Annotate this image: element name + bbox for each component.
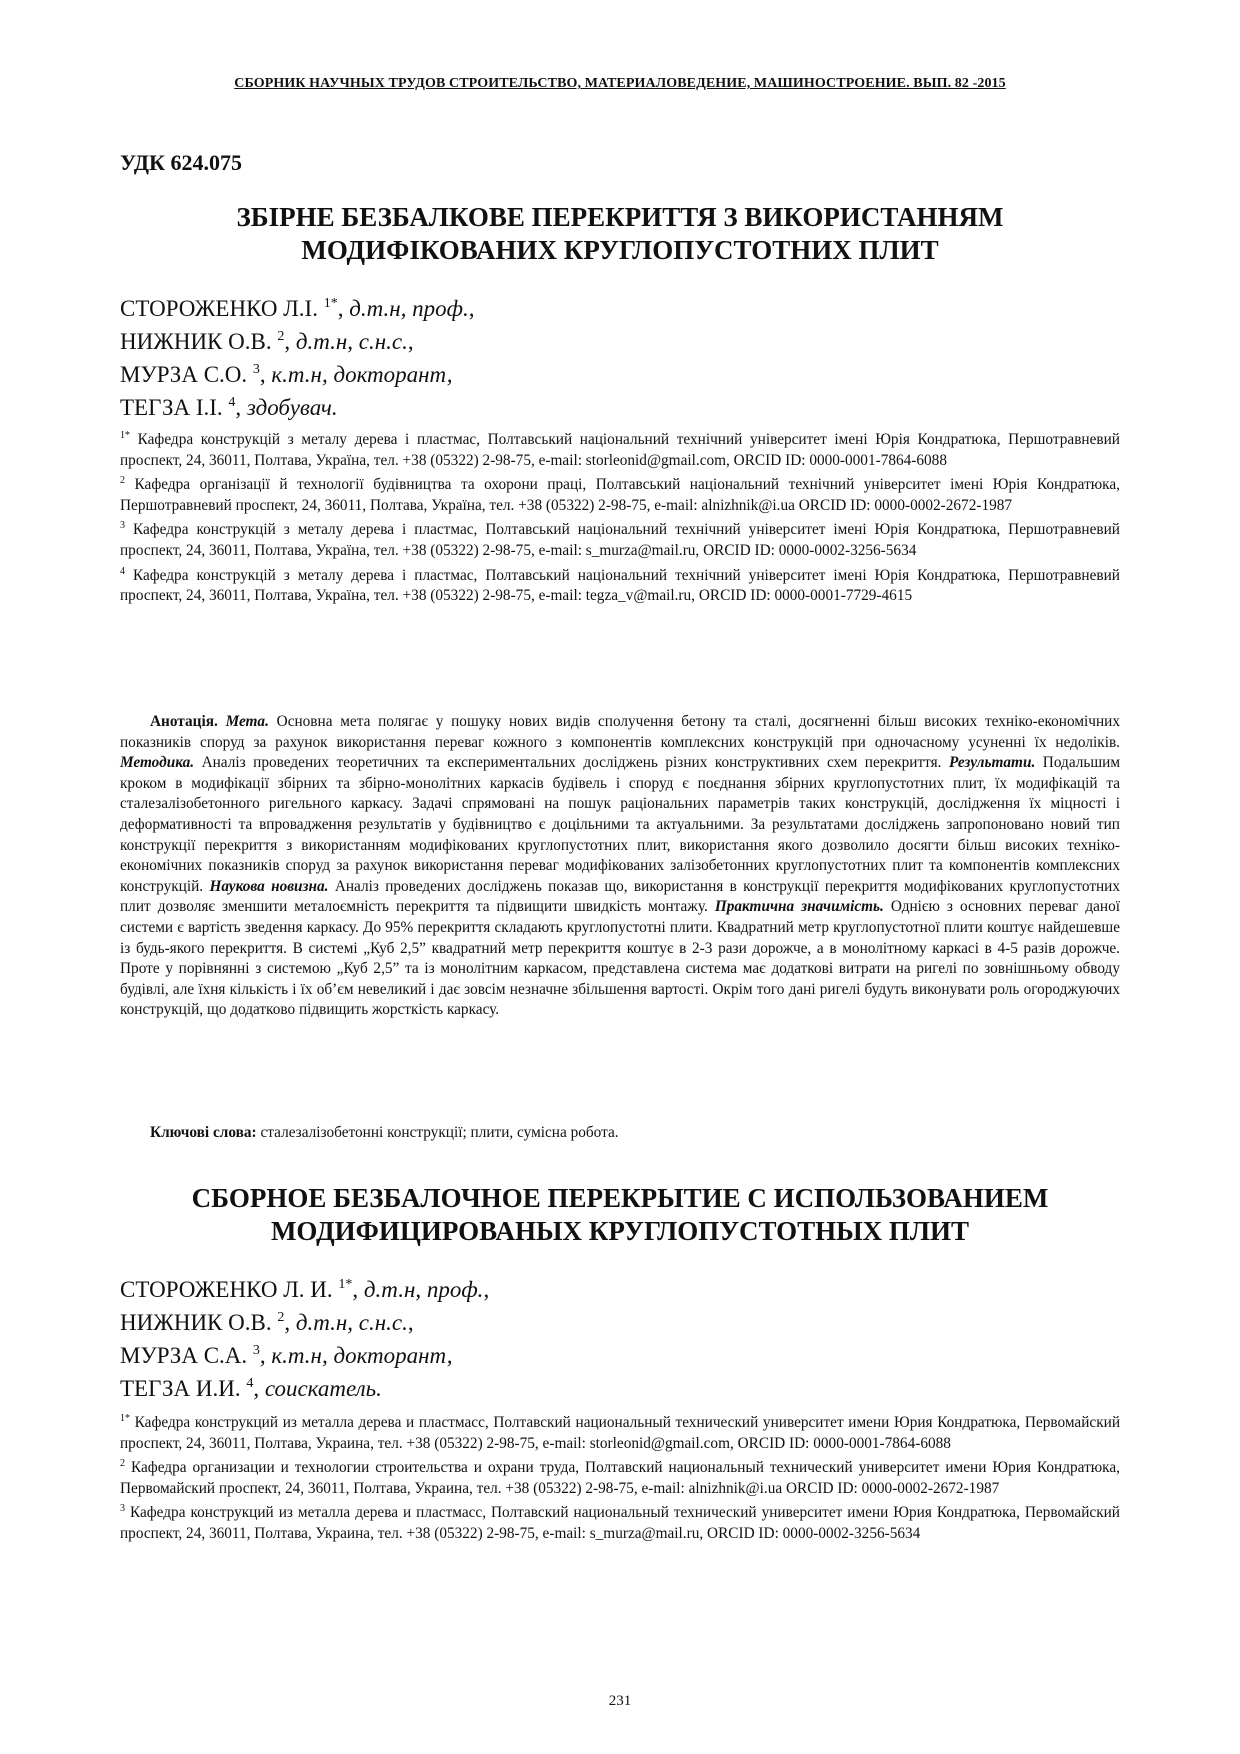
abstract-results-label: Результати. — [949, 754, 1036, 772]
author-name: ТЕГЗА І.І. — [120, 395, 223, 420]
affiliation-mark: 1* — [120, 1413, 130, 1424]
abstract-novelty: Аналіз проведених досліджень показав що, використання в конструкції перекриття модифікованих круглопустотних плит дозволяє зменшити металоємність перекриття та підвищити швидкість монтажу. — [120, 877, 1121, 916]
author-line: ТЕГЗА І.І. $^4$, здобувач. — [120, 395, 338, 420]
author-end: , — [483, 1277, 490, 1302]
author-end: , — [407, 1310, 414, 1335]
affiliation-text: Кафедра конструкцій з металу дерева і пластмас, Полтавський національний технічний університет імені Юрія Кондратюка, Першотравневий проспект, 24, 36011, Полтава, Україна, тел. +38 (05322) 2-98-75, e-mail: s_murza@mail.ru, ORCID ID: 0000-0002-3256-5634 — [120, 521, 1120, 559]
title-ru-line-2: МОДИФИЦИРОВАНЫХ КРУГЛОПУСТОТНЫХ ПЛИТ — [270, 1216, 970, 1246]
authors-ua — [120, 290, 474, 422]
affiliation — [120, 562, 1120, 607]
affiliation — [120, 1409, 1120, 1454]
author-line: СТОРОЖЕНКО Л. И. $^{1*}$, д.т.н, проф., — [120, 1277, 490, 1302]
author-name: СТОРОЖЕНКО Л.І. — [120, 296, 318, 321]
author-mark: 4 — [246, 1376, 254, 1391]
author-degree: д.т.н, проф. — [349, 296, 469, 321]
author-name: НИЖНИК О.В. — [120, 329, 272, 354]
affiliation-mark: 2 — [120, 1458, 125, 1470]
affiliation-mark: 2 — [120, 475, 125, 487]
keywords-text: сталезалізобетонні конструкції; плити, сумісна робота. — [260, 1124, 619, 1141]
affiliation — [120, 426, 1120, 471]
author-name: НИЖНИК О.В. — [120, 1310, 272, 1335]
author-degree: соискатель. — [264, 1376, 382, 1401]
abstract-novelty-label: Наукова новизна. — [209, 877, 329, 895]
author-mark: 3 — [252, 362, 260, 377]
author-name: МУРЗА С.А. — [120, 1343, 248, 1368]
author-line: МУРЗА С.О. $^3$, к.т.н, докторант, — [120, 362, 453, 387]
author-degree: здобувач. — [246, 395, 338, 420]
author-end: , — [468, 296, 475, 321]
affiliation-text: Кафедра конструкцій з металу дерева і пластмас, Полтавський національний технічний університет імені Юрія Кондратюка, Першотравневий проспект, 24, 36011, Полтава, Україна, тел. +38 (05322) 2-98-75, e-mail: tegza_v@mail.ru, ORCID ID: 0000-0001-7729-4615 — [120, 566, 1120, 605]
abstract-ua — [120, 712, 1120, 1021]
author-line: НИЖНИК О.В. $^2$, д.т.н, с.н.с., — [120, 329, 414, 354]
abstract-results: Подальшим кроком в модифікації збірних та збірно-монолітних каркасів будівель і споруд є поєднання збірних круглопустотних плит, їх модифікацій та сталезалізобетонного ригельного каркасу. Задачі спрямовані на пошук раціональних параметрів таких конструкцій, дослідження їх міцності і деформативності та впровадження результатів у будівництво є доцільними та актуальними. За результатами досліджень запропоновано новий тип конструкції перекриття з використанням модифікованих круглопустотних плит, використання якого дозволило досягти більш високих техніко-економічних показників споруд за рахунок використання переваг модифікованих залізобетонних круглопустотних плит та компонентів комплексних конструкцій. — [120, 754, 1121, 895]
title-ua-line-1: ЗБІРНЕ БЕЗБАЛКОВЕ ПЕРЕКРИТТЯ З ВИКОРИСТАННЯМ — [236, 202, 1004, 232]
affiliation-text: Кафедра организации и технологии строительства и охрани труда, Полтавский национальный технический университет имени Юрия Кондратюка, Первомайский проспект, 24, 36011, Полтава, Украина, тел. +38 (05322) 2-98-75, e-mail: alnizhnik@i.ua ORCID ID: 0000-0002-2672-1987 — [120, 1459, 1120, 1497]
author-name: МУРЗА С.О. — [120, 362, 248, 387]
title-ua-line-2: МОДИФІКОВАНИХ КРУГЛОПУСТОТНИХ ПЛИТ — [301, 235, 939, 265]
author-mark: 3 — [252, 1343, 260, 1358]
abstract-practical-label: Практична значимість. — [714, 898, 884, 916]
affiliations-ru — [120, 1409, 1120, 1545]
affiliation — [120, 516, 1120, 561]
abstract-label: Анотація. — [150, 713, 218, 730]
abstract-goal: Основна мета полягає у пошуку нових видів сполучення бетону та сталі, досягненні більш високих техніко-економічних показників споруд за рахунок використання переваг кожного з компонентів комплексних конструкцій при одночасному усуненні їх недоліків. — [120, 713, 1120, 751]
running-header: СБОРНИК НАУЧНЫХ ТРУДОВ СТРОИТЕЛЬСТВО, МАТЕРИАЛОВЕДЕНИЕ, МАШИНОСТРОЕНИЕ. ВЫП. 82 -2015 — [234, 76, 1006, 91]
abstract-goal-label: Мета. — [225, 713, 269, 730]
author-degree: д.т.н, с.н.с. — [295, 329, 408, 354]
author-mark: 1* — [323, 296, 338, 311]
keywords-ua — [150, 1124, 619, 1142]
title-ru-line-1: СБОРНОЕ БЕЗБАЛОЧНОЕ ПЕРЕКРЫТИЕ С ИСПОЛЬЗОВАНИЕМ — [191, 1183, 1049, 1213]
affiliation — [120, 1499, 1120, 1544]
author-degree: д.т.н, с.н.с. — [295, 1310, 408, 1335]
affiliation — [120, 1454, 1120, 1499]
author-end: , — [407, 329, 414, 354]
title-ua — [120, 201, 1120, 267]
affiliation-mark: 3 — [120, 1503, 125, 1515]
author-degree: д.т.н, проф. — [363, 1277, 484, 1302]
affiliation-mark: 3 — [120, 520, 125, 532]
author-degree: к.т.н, докторант, — [271, 362, 453, 387]
author-mark: 2 — [277, 1310, 285, 1325]
title-ru — [120, 1182, 1120, 1248]
abstract-practical: Однією з основних переваг даної системи є вартість зведення каркасу. До 95% перекриття складають круглопустотні плити. Квадратний метр круглопустотної плити коштує найдешевше із будь-якого перекриття. В системі „Куб 2,5” квадратний метр перекриття коштує в 2-3 рази дорожче, а в монолітному каркасі в 4-5 разів дорожче. Проте у порівнянні з системою „Куб 2,5” та із монолітним каркасом, представлена система має додаткові витрати на ригелі по зовнішньому обводу будівлі, але їхня кількість і їх об’єм невеликий і дає зовсім незначне збільшення вартості. Окрім того дані ригелі будуть виконувати роль огороджуючих конструкцій, що додатково підвищить жорсткість каркасу. — [120, 898, 1121, 1019]
author-degree: к.т.н, докторант, — [271, 1343, 453, 1368]
affiliation-mark: 1* — [120, 430, 130, 441]
author-line: ТЕГЗА И.И. $^4$, соискатель. — [120, 1376, 382, 1401]
abstract-method: Аналіз проведених теоретичних та експериментальних досліджень різних конструктивних схем перекриття. — [201, 754, 942, 772]
udc-code: УДК 624.075 — [120, 150, 243, 175]
affiliation-text: Кафедра конструкцій з металу дерева і пластмас, Полтавський національний технічний університет імені Юрія Кондратюка, Першотравневий проспект, 24, 36011, Полтава, Україна, тел. +38 (05322) 2-98-75, e-mail: storleonid@gmail.com, ORCID ID: 0000-0001-7864-6088 — [120, 431, 1120, 469]
author-mark: 2 — [277, 329, 285, 344]
affiliation — [120, 471, 1120, 516]
affiliation-text: Кафедра організації й технології будівництва та охорони праці, Полтавський національний технічний університет імені Юрія Кондратюка, Першотравневий проспект, 24, 36011, Полтава, Україна, тел. +38 (05322) 2-98-75, e-mail: alnizhnik@i.ua ORCID ID: 0000-0002-2672-1987 — [120, 476, 1120, 514]
author-line: НИЖНИК О.В. $^2$, д.т.н, с.н.с., — [120, 1310, 414, 1335]
affiliations-ua — [120, 426, 1120, 607]
authors-ru — [120, 1271, 489, 1403]
author-name: СТОРОЖЕНКО Л. И. — [120, 1277, 333, 1302]
author-line: СТОРОЖЕНКО Л.І. $^{1*}$, д.т.н, проф., — [120, 296, 475, 321]
keywords-label: Ключові слова: — [150, 1124, 257, 1141]
abstract-method-label: Методика. — [120, 754, 195, 772]
affiliation-text: Кафедра конструкций из металла дерева и пластмасс, Полтавский национальный технический университет имени Юрия Кондратюка, Первомайский проспект, 24, 36011, Полтава, Украина, тел. +38 (05322) 2-98-75, e-mail: s_murza@mail.ru, ORCID ID: 0000-0002-3256-5634 — [120, 1504, 1120, 1542]
affiliation-mark: 4 — [120, 565, 125, 577]
page-number: 231 — [608, 1693, 632, 1709]
author-line: МУРЗА С.А. $^3$, к.т.н, докторант, — [120, 1343, 453, 1368]
affiliation-text: Кафедра конструкций из металла дерева и пластмасс, Полтавский национальный технический университет имени Юрия Кондратюка, Первомайский проспект, 24, 36011, Полтава, Украина, тел. +38 (05322) 2-98-75, e-mail: storleonid@gmail.com, ORCID ID: 0000-0001-7864-6088 — [120, 1414, 1121, 1452]
author-mark: 4 — [228, 395, 236, 410]
author-name: ТЕГЗА И.И. — [120, 1376, 241, 1401]
author-mark: 1* — [338, 1277, 353, 1292]
